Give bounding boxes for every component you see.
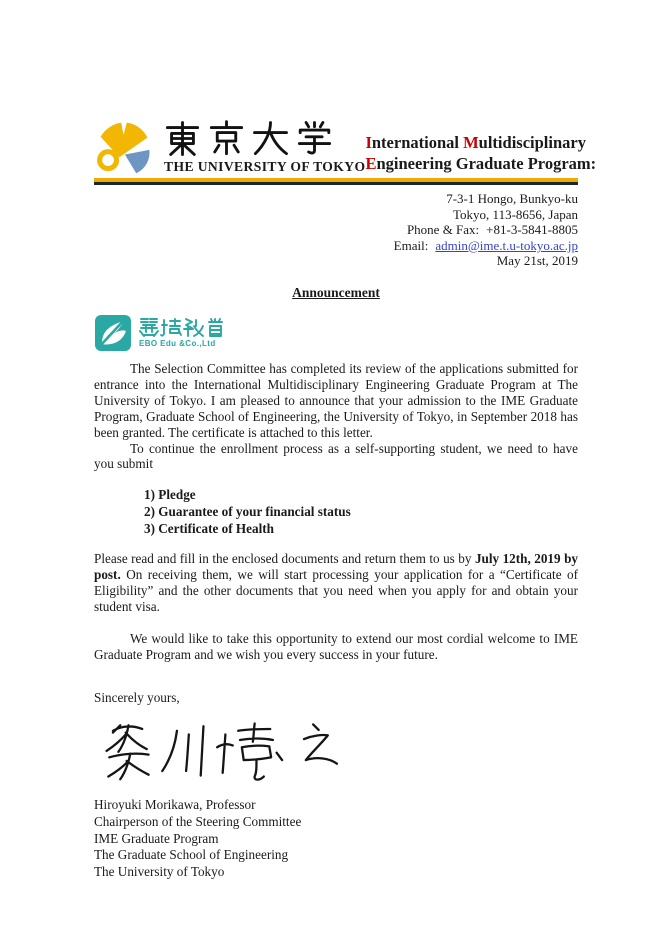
signoff-line: The University of Tokyo: [94, 863, 225, 879]
signoff-line: Hiroyuki Morikawa, Professor: [94, 797, 256, 813]
closing-line: Sincerely yours,: [94, 689, 180, 705]
title-text: ngineering Graduate Program:: [376, 154, 597, 173]
university-name-block: [164, 120, 365, 175]
red-initial: I: [365, 133, 372, 152]
date-line: May 21st, 2019: [496, 253, 578, 269]
address-line: Tokyo, 113-8656, Japan: [453, 206, 578, 222]
address-line: 7-3-1 Hongo, Bunkyo-ku: [446, 191, 578, 206]
utokyo-ginkgo-logo-icon: [94, 119, 154, 175]
announcement-heading: Announcement: [292, 284, 380, 300]
signoff-block: [94, 797, 578, 880]
ebo-cjk-name: [139, 317, 227, 338]
university-caption: THE UNIVERSITY OF TOKYO: [164, 159, 366, 174]
utokyo-logo-unit: [94, 119, 365, 175]
email-link[interactable]: admin@ime.t.u-tokyo.ac.jp: [435, 237, 578, 253]
paragraph-enrollment: To continue the enrollment process as a self-supporting student, we need to have you submit: [94, 440, 578, 472]
required-documents-list: [144, 487, 578, 537]
email-line: [94, 238, 578, 254]
signoff-line: Chairperson of the Steering Committee: [94, 814, 302, 830]
kanji-capital-icon: [208, 120, 245, 157]
email-label: Email:: [393, 237, 429, 253]
signoff-line: The Graduate School of Engineering: [94, 847, 289, 863]
header-divider-bar: [94, 178, 578, 185]
kanji-big-icon: [252, 120, 289, 157]
kanji-east-icon: [164, 120, 201, 157]
deadline-text: On receiving them, we will start processing your application for a “Certificate of Eligibility” and the other documents that you need when you apply for and obtain your student visa.: [94, 567, 578, 614]
signature-image: [100, 718, 338, 782]
kanji-study-icon: [296, 120, 333, 157]
program-title-line1: [365, 132, 596, 153]
letterhead: [94, 119, 597, 175]
program-title: [365, 132, 596, 175]
paragraph-deadline: [94, 551, 578, 615]
ebo-en-name: EBO Edu &Co.,Ltd: [139, 339, 216, 349]
paragraph-welcome: We would like to take this opportunity to extend our most cordial welcome to IME Graduate Program and we wish you every success in your future.: [94, 630, 578, 662]
ebo-logo: [94, 314, 578, 352]
title-text: nternational: [371, 133, 464, 152]
phone-value: +81-3-5841-8805: [486, 222, 578, 238]
deadline-text: Please read and fill in the enclosed documents and return them to us by: [94, 551, 475, 567]
paragraph-admission: The Selection Committee has completed its review of the applications submitted for entrance into the International Multidisciplinary Engineering Graduate Program at The University of Tokyo. I am pleased to announce that your admission to the IME Graduate Program, Graduate School of Engineering, the University of Tokyo, in September 2018 has been granted. The certificate is attached to this letter.: [94, 360, 578, 440]
red-initial: E: [365, 154, 377, 173]
program-title-line2: [365, 153, 596, 174]
signoff-line: IME Graduate Program: [94, 830, 219, 846]
title-text: ultidisciplinary: [478, 133, 586, 152]
list-item: 3) Certificate of Health: [144, 520, 274, 536]
ebo-text-block: [139, 317, 227, 348]
red-initial: M: [463, 133, 479, 152]
contact-block: [94, 191, 578, 269]
phone-line: [94, 222, 578, 238]
ebo-leaf-icon: [94, 314, 132, 352]
list-item: 1) Pledge: [144, 487, 196, 503]
list-item: 2) Guarantee of your financial status: [144, 503, 351, 519]
university-kanji: [164, 120, 365, 157]
phone-label: Phone & Fax:: [406, 222, 480, 238]
deadline-date: July 12th, 2019 by post.: [94, 551, 579, 582]
letter-body: [94, 361, 578, 705]
